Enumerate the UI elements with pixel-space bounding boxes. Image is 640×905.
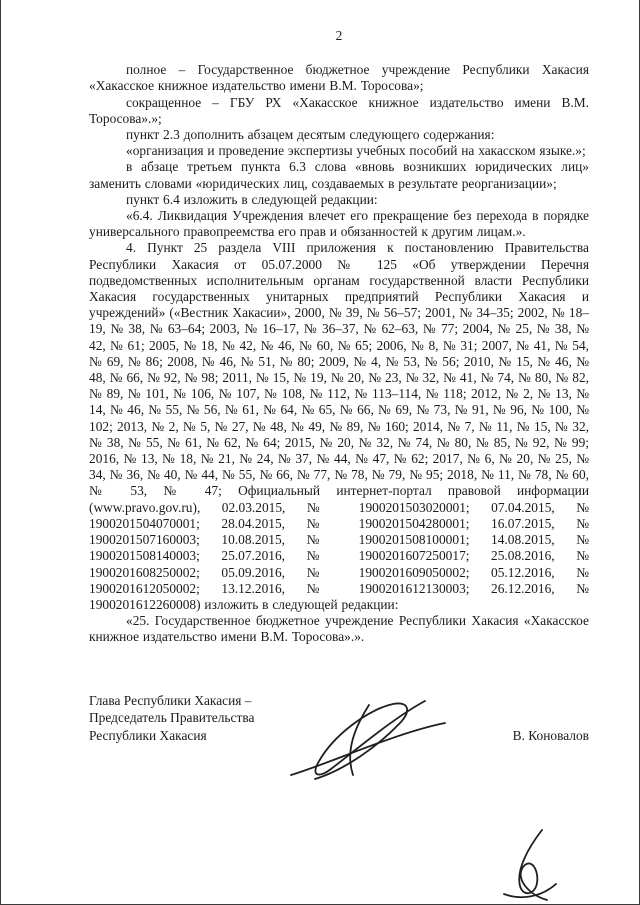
document-body bbox=[1, 0, 639, 744]
paragraph-point-6-4-intro: пункт 6.4 изложить в следующей редакции: bbox=[126, 191, 378, 207]
signatory-title bbox=[89, 692, 254, 745]
paragraph-point-6-4-text: «6.4. Ликвидация Учреждения влечет его прекращение без перехода в порядке универсального правопреемства его прав и обязанностей к другим лицам.». bbox=[89, 208, 589, 240]
paragraph-short-name: сокращенное – ГБУ РХ «Хакасское книжное издательство имени В.М. Торосова».»; bbox=[89, 94, 589, 126]
corner-scribble-icon bbox=[484, 826, 569, 905]
page-number: 2 bbox=[335, 28, 343, 43]
signatory-name: В. Коновалов bbox=[512, 727, 589, 743]
signatory-title-line-2: Председатель Правительства bbox=[89, 710, 255, 726]
paragraph-point-4-registry: 4. Пункт 25 раздела VIII приложения к постановлению Правительства Республики Хакасия от 05.07.2000 № 125 «Об утверждении Перечня подведомственных исполнительным органам государственной власти Республики Хакасия государственных унитарных предприятий Республики Хакасия и учреждений» («Вестник Хакасии», 2000, № 39, № 56–57; 2001, № 34–35; 2002, № 18–19, № 38, № 63–64; 2003, № 16–17, № 36–37, № 62–63, № 77; 2004, № 25, № 38, № 42, № 61; 2005, № 18, № 42, № 46, № 60, № 65; 2006, № 8, № 31; 2007, № 41, № 54, № 69, № 86; 2008, № 46, № 51, № 80; 2009, № 4, № 53, № 56; 2010, № 15, № 46, № 48, № 66, № 92, № 98; 2011, № 15, № 19, № 20, № 23, № 32, № 41, № 74, № 80, № 82, № 89, № 101, № 106, № 107, № 108, № 112, № 113–114, № 118; 2012, № 2, № 13, № 14, № 46, № 55, № 56, № 61, № 64, № 65, № 66, № 69, № 73, № 91, № 96, № 100, № 102; 2013, № 2, № 5, № 27, № 48, № 49, № 89, № 160; 2014, № 7, № 11, № 15, № 32, № 38, № 55, № 61, № 62, № 64; 2015, № 20, № 32, № 74, № 80, № 85, № 92, № 99; 2016, № 13, № 18, № 21, № 24, № 37, № 44, № 47, № 62; 2017, № 6, № 20, № 25, № 34, № 36, № 40, № 44, № 55, № 66, № 77, № 78, № 79, № 95; 2018, № 11, № 78, № 60, № 53, № 47; Официальный интернет-портал правовой информации (www.pravo.gov.ru), 02.03.2015, № 1900201503020001; 07.04.2015, № 1900201504070001; 28.04.2015, № 1900201504280001; 16.07.2015, № 1900201507160003; 10.08.2015, № 1900201508100001; 14.08.2015, № 1900201508140003; 25.07.2016, № 1900201607250017; 25.08.2016, № 1900201608250002; 05.09.2016, № 1900201609050002; 05.12.2016, № 1900201612050002; 13.12.2016, № 1900201612130003; 26.12.2016, № 1900201612260008) изложить в следующей редакции: bbox=[89, 240, 589, 612]
paragraph-full-name: полное – Государственное бюджетное учреждение Республики Хакасия «Хакасское книжное издательство имени В.М. Торосова»; bbox=[89, 62, 589, 94]
paragraph-point-25-new-wording: «25. Государственное бюджетное учреждение Республики Хакасия «Хакасское книжное издательство имени В.М. Торосова».». bbox=[89, 613, 589, 645]
paragraph-point-6-3: в абзаце третьем пункта 6.3 слова «вновь возникших юридических лиц» заменить словами «юридических лиц, создаваемых в результате реорганизации»; bbox=[89, 159, 589, 191]
paragraph-point-2-3: пункт 2.3 дополнить абзацем десятым следующего содержания: bbox=[126, 127, 495, 143]
signatory-title-line-3: Республики Хакасия bbox=[89, 727, 207, 743]
paragraph-expertise: «организация и проведение экспертизы учебных пособий на хакасском языке.»; bbox=[126, 143, 586, 159]
signatory-title-line-1: Глава Республики Хакасия – bbox=[89, 692, 252, 708]
signature-block bbox=[89, 692, 589, 745]
